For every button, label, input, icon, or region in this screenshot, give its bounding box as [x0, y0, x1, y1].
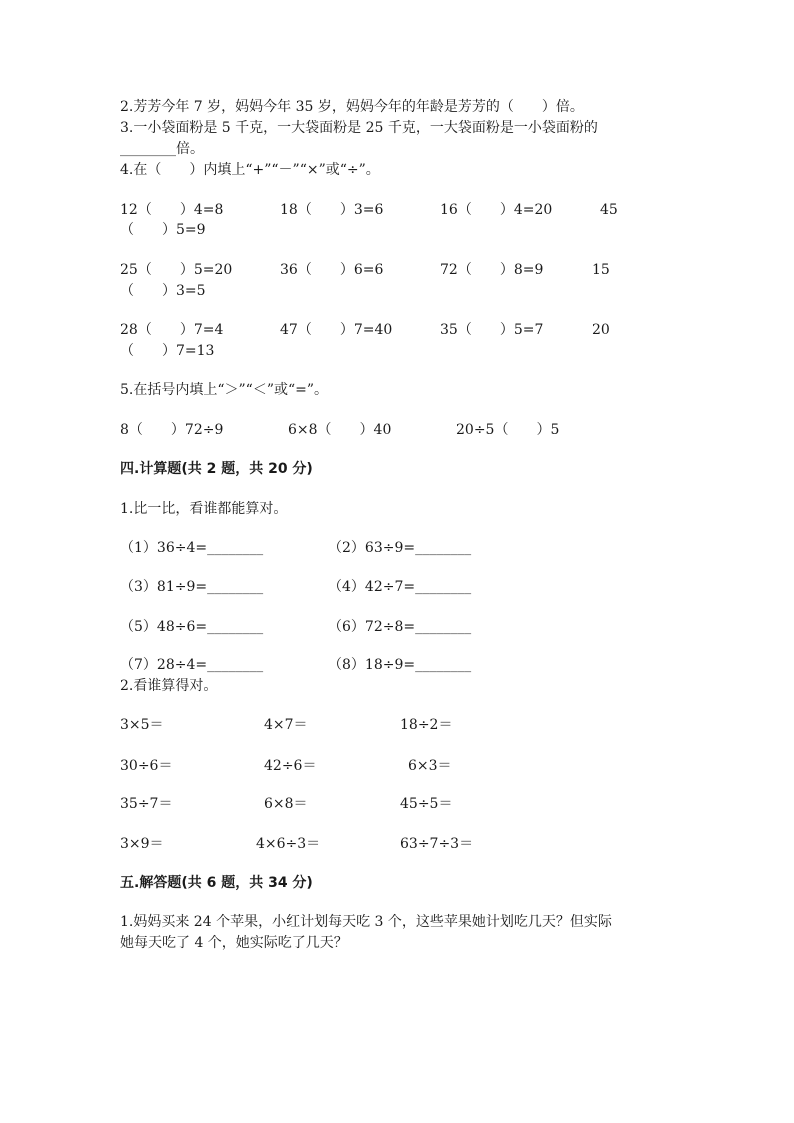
- q4-item: 20: [592, 322, 610, 338]
- q4-item: 47（ ）7=40: [280, 322, 393, 338]
- calc-item: （1）36÷4=________: [120, 540, 264, 556]
- section-5-q1-line1: 1.妈妈买来 24 个苹果，小红计划每天吃 3 个，这些苹果她计划吃几天？但实际: [120, 914, 612, 930]
- question-3-line1: 3.一小袋面粉是 5 千克，一大袋面粉是 25 千克，一大袋面粉是一小袋面粉的: [120, 120, 598, 136]
- calc-item: （8）18÷9=________: [328, 657, 472, 673]
- question-3-line2: ________倍。: [120, 141, 204, 157]
- q4-item: 36（ ）6=6: [280, 262, 384, 278]
- question-2: 2.芳芳今年 7 岁，妈妈今年 35 岁，妈妈今年的年龄是芳芳的（ ）倍。: [120, 99, 584, 115]
- q5-item: 20÷5（ ）5: [456, 422, 560, 438]
- calc-item: 18÷2＝: [400, 717, 453, 733]
- calc-item: （4）42÷7=________: [328, 579, 472, 595]
- q4-item-wrap: （ ）5=9: [120, 222, 206, 238]
- q5-item: 6×8（ ）40: [288, 422, 392, 438]
- calc-item: 63÷7÷3＝: [400, 836, 474, 852]
- section-5-heading: 五.解答题(共 6 题，共 34 分): [120, 875, 313, 891]
- q4-item: 15: [592, 262, 610, 278]
- calc-item: 30÷6＝: [120, 758, 173, 774]
- section-4-q2-title: 2.看谁算得对。: [120, 678, 218, 694]
- calc-item: （3）81÷9=________: [120, 579, 264, 595]
- q4-item: 28（ ）7=4: [120, 322, 224, 338]
- calc-item: 45÷5＝: [400, 796, 453, 812]
- q4-item-wrap: （ ）3=5: [120, 283, 206, 299]
- section-4-heading: 四.计算题(共 2 题，共 20 分): [120, 461, 313, 477]
- calc-item: 3×5＝: [120, 717, 164, 733]
- q4-item: 25（ ）5=20: [120, 262, 233, 278]
- q4-item: 45: [600, 202, 618, 218]
- calc-item: 6×3＝: [408, 758, 452, 774]
- calc-item: （6）72÷8=________: [328, 619, 472, 635]
- q4-item: 12（ ）4=8: [120, 202, 224, 218]
- section-4-q1-title: 1.比一比，看谁都能算对。: [120, 501, 288, 517]
- q4-item: 35（ ）5=7: [440, 322, 544, 338]
- calc-item: 4×7＝: [264, 717, 308, 733]
- q4-item-wrap: （ ）7=13: [120, 343, 215, 359]
- q4-item: 72（ ）8=9: [440, 262, 544, 278]
- section-5-q1-line2: 她每天吃了 4 个，她实际吃了几天？: [120, 935, 348, 951]
- calc-item: （7）28÷4=________: [120, 657, 264, 673]
- calc-item: 42÷6＝: [264, 758, 317, 774]
- calc-item: （2）63÷9=________: [328, 540, 472, 556]
- question-5-title: 5.在括号内填上“＞”“＜”或“=”。: [120, 382, 329, 398]
- calc-item: 3×9＝: [120, 836, 164, 852]
- q5-item: 8（ ）72÷9: [120, 422, 224, 438]
- calc-item: 4×6÷3＝: [256, 836, 321, 852]
- calc-item: 35÷7＝: [120, 796, 173, 812]
- q4-item: 16（ ）4=20: [440, 202, 553, 218]
- calc-item: 6×8＝: [264, 796, 308, 812]
- q4-item: 18（ ）3=6: [280, 202, 384, 218]
- calc-item: （5）48÷6=________: [120, 619, 264, 635]
- question-4-title: 4.在（ ）内填上“+”“－”“×”或“÷”。: [120, 162, 380, 178]
